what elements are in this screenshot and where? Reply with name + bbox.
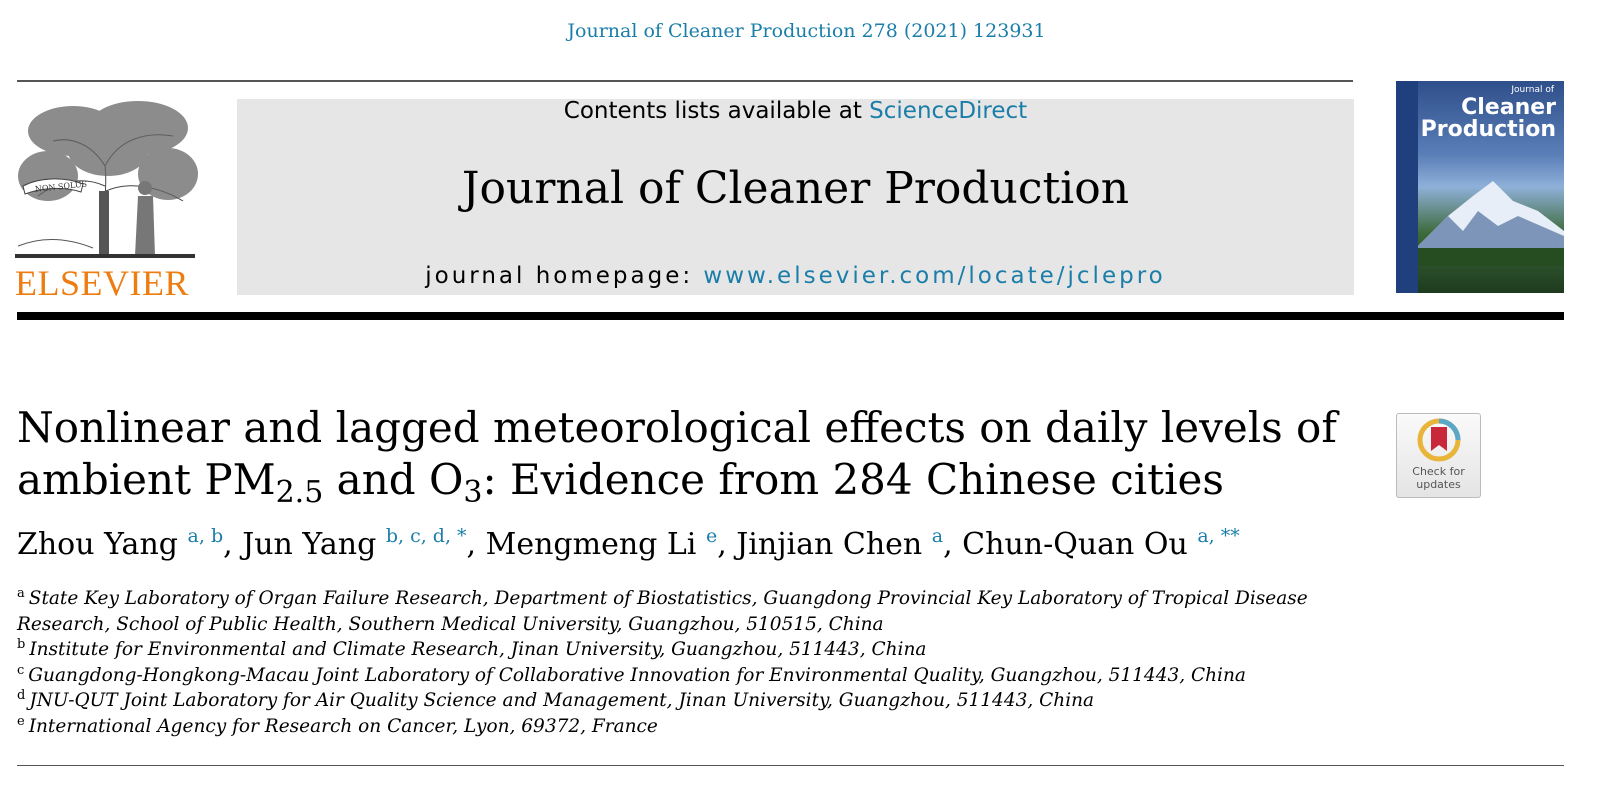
homepage-prefix: journal homepage: [425, 263, 704, 289]
affiliation-item [17, 714, 1357, 740]
author-name[interactable]: Zhou Yang [17, 527, 178, 562]
cover-journal-of: Journal of [1511, 85, 1554, 95]
homepage-link[interactable]: www.elsevier.com/locate/jclepro [703, 263, 1166, 289]
affiliation-list [17, 586, 1357, 739]
author-name[interactable]: Jinjian Chen [736, 527, 923, 562]
elsevier-wordmark[interactable]: ELSEVIER [15, 263, 189, 303]
affiliation-mark: d [17, 688, 26, 703]
author-name[interactable]: Mengmeng Li [485, 527, 697, 562]
author-affiliation-marks[interactable]: e [705, 525, 718, 547]
affiliation-mark: e [17, 713, 25, 729]
affiliation-text: State Key Laboratory of Organ Failure Research, Department of Biostatistics, Guangdong Provincial Key Laboratory of Tropical Disease Research, School of Public Health, Southern Medical University, Guangzhou, 510515, China [17, 588, 1308, 635]
title-text-1: Nonlinear and lagged meteorological effects on daily levels of ambient PM [17, 403, 1337, 504]
title-text-3: : Evidence from 284 Chinese cities [482, 455, 1224, 504]
author-affiliation-marks[interactable]: a [931, 525, 944, 547]
affiliation-item [17, 663, 1357, 689]
cover-stripe [1396, 81, 1418, 293]
check-for-updates-button[interactable] [1396, 413, 1481, 498]
author-separator: , [717, 527, 737, 562]
affiliation-text: JNU-QUT Joint Laboratory for Air Quality Science and Management, Jinan University, Guangzhou, 511443, China [29, 690, 1095, 711]
journal-cover-image[interactable] [1396, 81, 1564, 293]
bottom-rule [17, 765, 1564, 766]
author-separator: , [466, 527, 486, 562]
check-updates-icon [1416, 417, 1462, 463]
affiliation-text: Guangdong-Hongkong-Macau Joint Laboratory of Collaborative Innovation for Environmental Quality, Guangzhou, 511443, China [28, 664, 1246, 686]
check-updates-label [1397, 465, 1480, 491]
cover-title-line1: Cleaner [1461, 95, 1556, 120]
author-name[interactable]: Chun-Quan Ou [962, 527, 1188, 562]
journal-citation[interactable]: Journal of Cleaner Production 278 (2021) 123931 [567, 20, 1046, 42]
contents-line [237, 98, 1354, 124]
title-subscript-o3: 3 [463, 475, 483, 510]
title-subscript-pm: 2.5 [275, 475, 324, 510]
article-title [17, 402, 1357, 510]
journal-header-box [237, 99, 1354, 295]
affiliation-text: Institute for Environmental and Climate Research, Jinan University, Guangzhou, 511443, China [29, 639, 927, 660]
cover-mountain-graphic [1418, 176, 1564, 266]
affiliation-item [17, 688, 1357, 714]
affiliation-item [17, 637, 1357, 663]
check-updates-line2: updates [1416, 478, 1461, 491]
journal-name: Journal of Cleaner Production [461, 163, 1130, 214]
homepage-line [237, 263, 1354, 289]
author-name[interactable]: Jun Yang [242, 527, 377, 562]
affiliation-text: International Agency for Research on Cancer, Lyon, 69372, France [28, 715, 658, 737]
sciencedirect-link[interactable]: ScienceDirect [869, 98, 1028, 124]
author-separator: , [223, 527, 243, 562]
logo-motto: NON SOLUS [34, 179, 88, 194]
contents-prefix: Contents lists available at [563, 98, 870, 124]
affiliation-mark: c [17, 662, 25, 678]
author-affiliation-marks[interactable]: b, c, d, * [385, 525, 467, 547]
author-list [17, 527, 1417, 562]
cover-title-line2: Production [1420, 117, 1556, 142]
header-thick-rule [17, 312, 1564, 320]
top-rule [17, 80, 1353, 82]
affiliation-mark: a [17, 586, 25, 601]
title-text-2: and O [323, 455, 464, 504]
author-affiliation-marks[interactable]: a, ** [1197, 525, 1240, 547]
check-updates-line1: Check for [1412, 465, 1465, 478]
author-affiliation-marks[interactable]: a, b [187, 525, 224, 547]
affiliation-item [17, 586, 1357, 637]
cover-title [1421, 97, 1556, 141]
author-separator: , [943, 527, 963, 562]
affiliation-mark: b [17, 637, 26, 652]
